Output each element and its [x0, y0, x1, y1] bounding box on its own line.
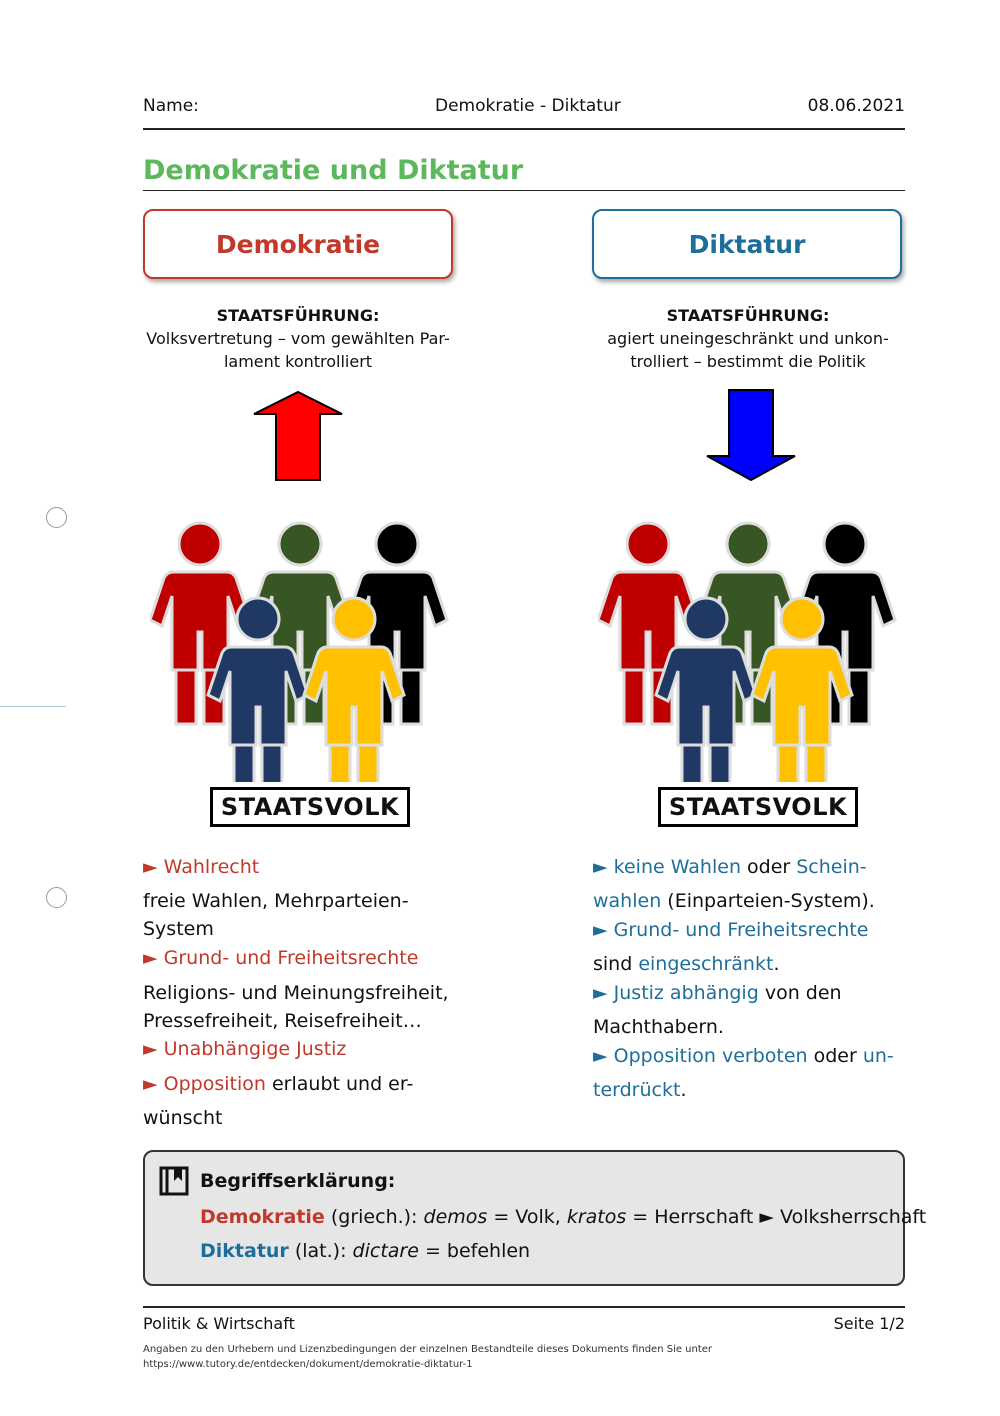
dictatorship-staatsvolk-label: STAATSVOLK: [658, 787, 858, 827]
dfeature-opposition: ► Opposition verboten: [593, 1045, 808, 1067]
feature-opposition-rest: erlaubt und er-: [265, 1073, 414, 1095]
glossary-demo-eq2: = Herrschaft ► Volksherrschaft: [626, 1206, 927, 1228]
dfeature-einparteien: (Einparteien-System).: [661, 890, 875, 912]
dfeature-line2: [593, 890, 875, 912]
glossary-box: [143, 1150, 927, 1286]
democracy-government-text: [133, 304, 463, 373]
democracy-people-icon: [150, 512, 450, 782]
dfeature-wahlen: wahlen: [593, 890, 662, 912]
header-rule: [143, 128, 905, 130]
worksheet-topic: Demokratie - Diktatur: [435, 96, 621, 116]
dfeature-von-den: von den: [758, 982, 842, 1004]
dfeature-machthabern: Machthabern.: [593, 1016, 724, 1038]
democracy-government-line2: lament kontrolliert: [223, 352, 373, 371]
glossary-democracy: [200, 1206, 926, 1228]
feature-wahlrecht: ► Wahlrecht: [143, 856, 260, 878]
dictatorship-government-line2: trolliert – bestimmt die Politik: [630, 352, 866, 371]
dfeature-sind: sind: [593, 953, 639, 975]
democracy-government-line1: Volksvertretung – vom gewählten Par-: [146, 329, 450, 348]
glossary-dictare: dictare: [352, 1240, 419, 1262]
dictatorship-heading: Diktatur: [688, 229, 806, 259]
page-title: Demokratie und Diktatur: [143, 155, 524, 186]
dfeature-grundrechte: ► Grund- und Freiheitsrechte: [593, 919, 869, 941]
dfeature-line1: [593, 856, 867, 878]
feature-opposition-line2: wünscht: [143, 1107, 223, 1129]
footer-rule: [143, 1306, 905, 1308]
feature-freiheit-line2: Pressefreiheit, Reisefreiheit…: [143, 1010, 422, 1032]
dictatorship-heading-box: [592, 209, 902, 279]
glossary-kratos: kratos: [566, 1206, 627, 1228]
dfeature-period-2: .: [680, 1079, 687, 1101]
feature-wahlen-line2: System: [143, 918, 214, 940]
footer-subject: Politik & Wirtschaft: [143, 1314, 295, 1333]
glossary-dikt-origin: (lat.):: [288, 1240, 353, 1262]
glossary-demo-origin: (griech.):: [324, 1206, 424, 1228]
title-rule: [143, 190, 905, 191]
dfeature-terdrueckt: terdrückt: [593, 1079, 681, 1101]
feature-grundrechte: ► Grund- und Freiheitsrechte: [143, 947, 419, 969]
glossary-dictatorship: [200, 1240, 530, 1262]
democracy-government-label: STAATSFÜHRUNG:: [216, 306, 380, 325]
dfeature-line4: [593, 953, 779, 975]
democracy-heading-box: [143, 209, 453, 279]
democracy-heading: Demokratie: [215, 229, 381, 259]
dfeature-keine-wahlen: ► keine Wahlen: [593, 856, 741, 878]
dfeature-period-1: .: [773, 953, 780, 975]
dfeature-line7: [593, 1045, 894, 1067]
dfeature-oder-2: oder: [807, 1045, 863, 1067]
down-arrow-icon: [703, 388, 799, 482]
name-label: Name:: [143, 96, 199, 116]
dictatorship-government-label: STAATSFÜHRUNG:: [666, 306, 830, 325]
dfeature-line5: [593, 982, 842, 1004]
democracy-staatsvolk-label: STAATSVOLK: [210, 787, 410, 827]
footer-page-number: Seite 1/2: [833, 1314, 905, 1333]
glossary-demo-eq1: = Volk,: [487, 1206, 567, 1228]
dfeature-justiz: ► Justiz abhängig: [593, 982, 759, 1004]
feature-wahlen-line1: freie Wahlen, Mehrparteien-: [143, 890, 409, 912]
feature-justiz: ► Unabhängige Justiz: [143, 1038, 347, 1060]
glossary-demos: demos: [423, 1206, 488, 1228]
dfeature-eingeschraenkt: eingeschränkt: [638, 953, 774, 975]
dictatorship-government-line1: agiert uneingeschränkt und unkon-: [607, 329, 889, 348]
feature-opposition-term: ► Opposition: [143, 1073, 266, 1095]
glossary-dikt-eq1: = befehlen: [418, 1240, 531, 1262]
footer-license-note: Angaben zu den Urhebern und Lizenzbedingungen der einzelnen Bestandteile dieses Dokuments finden Sie unter: [143, 1344, 713, 1355]
glossary-dikt-term: Diktatur: [200, 1240, 289, 1262]
book-icon: [158, 1165, 190, 1197]
dictatorship-people-icon: [598, 512, 898, 782]
dfeature-line8: [593, 1079, 686, 1101]
punch-hole-bottom: [46, 887, 67, 908]
dfeature-schein: Schein-: [796, 856, 867, 878]
glossary-demo-term: Demokratie: [200, 1206, 325, 1228]
feature-freiheit-line1: Religions- und Meinungsfreiheit,: [143, 982, 449, 1004]
footer-license-url[interactable]: https://www.tutory.de/entdecken/dokument/demokratie-diktatur-1: [143, 1359, 473, 1370]
punch-hole-top: [46, 507, 67, 528]
fold-mark: [0, 706, 66, 707]
worksheet-date: 08.06.2021: [807, 96, 905, 116]
glossary-title: Begriffserklärung:: [200, 1170, 396, 1192]
feature-opposition: [143, 1073, 413, 1095]
dfeature-oder-1: oder: [740, 856, 797, 878]
dfeature-un: un-: [862, 1045, 894, 1067]
dictatorship-government-text: [583, 304, 913, 373]
up-arrow-icon: [250, 390, 346, 484]
